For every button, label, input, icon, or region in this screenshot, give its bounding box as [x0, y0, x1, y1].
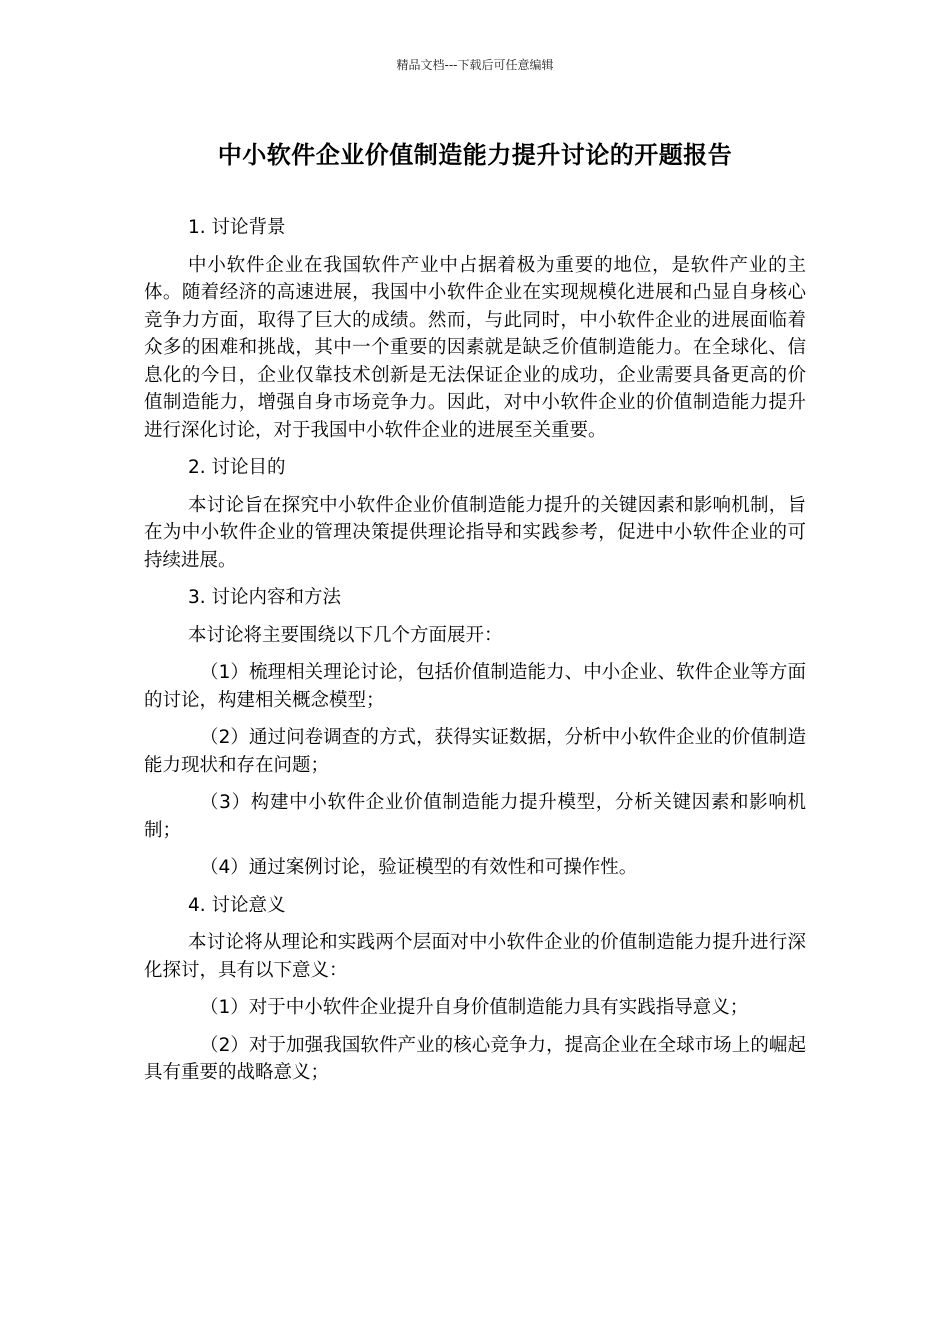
- section-heading-content-method: 3. 讨论内容和方法: [188, 587, 342, 608]
- section-heading-significance: 4. 讨论意义: [188, 894, 286, 916]
- content-list-item: （3）构建中小软件企业价值制造能力提升模型，分析关键因素和影响机制；: [144, 792, 806, 841]
- section-heading-purpose: 2. 讨论目的: [188, 457, 286, 478]
- content-list-item: （1）梳理相关理论讨论，包括价值制造能力、中小企业、软件企业等方面的讨论，构建相关概念模型；: [144, 662, 806, 711]
- purpose-paragraph: 本讨论旨在探究中小软件企业价值制造能力提升的关键因素和影响机制，旨在为中小软件企业的管理决策提供理论指导和实践参考，促进中小软件企业的可持续进展。: [144, 494, 806, 571]
- header-note: 精品文档---下载后可任意编辑: [396, 58, 554, 72]
- section-heading-background: 1. 讨论背景: [188, 217, 286, 238]
- document-body: [144, 214, 806, 1097]
- background-paragraph: 中小软件企业在我国软件产业中占据着极为重要的地位，是软件产业的主体。随着经济的高速进展，我国中小软件企业在实现规模化进展和凸显自身核心竞争力方面，取得了巨大的成绩。然而，与此同时，中小软件企业的进展面临着众多的困难和挑战，其中一个重要的因素就是缺乏价值制造能力。在全球化、信息化的今日，企业仅靠技术创新是无法保证企业的成功，企业需要具备更高的价值制造能力，增强自身市场竞争力。因此，对中小软件企业的价值制造能力提升进行深化讨论，对于我国中小软件企业的进展至关重要。: [144, 254, 806, 441]
- document-title: 中小软件企业价值制造能力提升讨论的开题报告: [217, 141, 733, 169]
- significance-intro-paragraph: 本讨论将从理论和实践两个层面对中小软件企业的价值制造能力提升进行深化探讨，具有以下意义：: [144, 932, 806, 981]
- content-list-item: （2）通过问卷调查的方式，获得实证数据，分析中小软件企业的价值制造能力现状和存在问题；: [144, 727, 806, 776]
- significance-list-item: （1）对于中小软件企业提升自身价值制造能力具有实践指导意义；: [200, 997, 749, 1018]
- significance-list-item: （2）对于加强我国软件产业的核心竞争力，提高企业在全球市场上的崛起具有重要的战略意义；: [144, 1034, 806, 1083]
- content-list-item: （4）通过案例讨论，验证模型的有效性和可操作性。: [200, 857, 638, 878]
- content-intro-paragraph: 本讨论将主要围绕以下几个方面展开：: [188, 624, 503, 646]
